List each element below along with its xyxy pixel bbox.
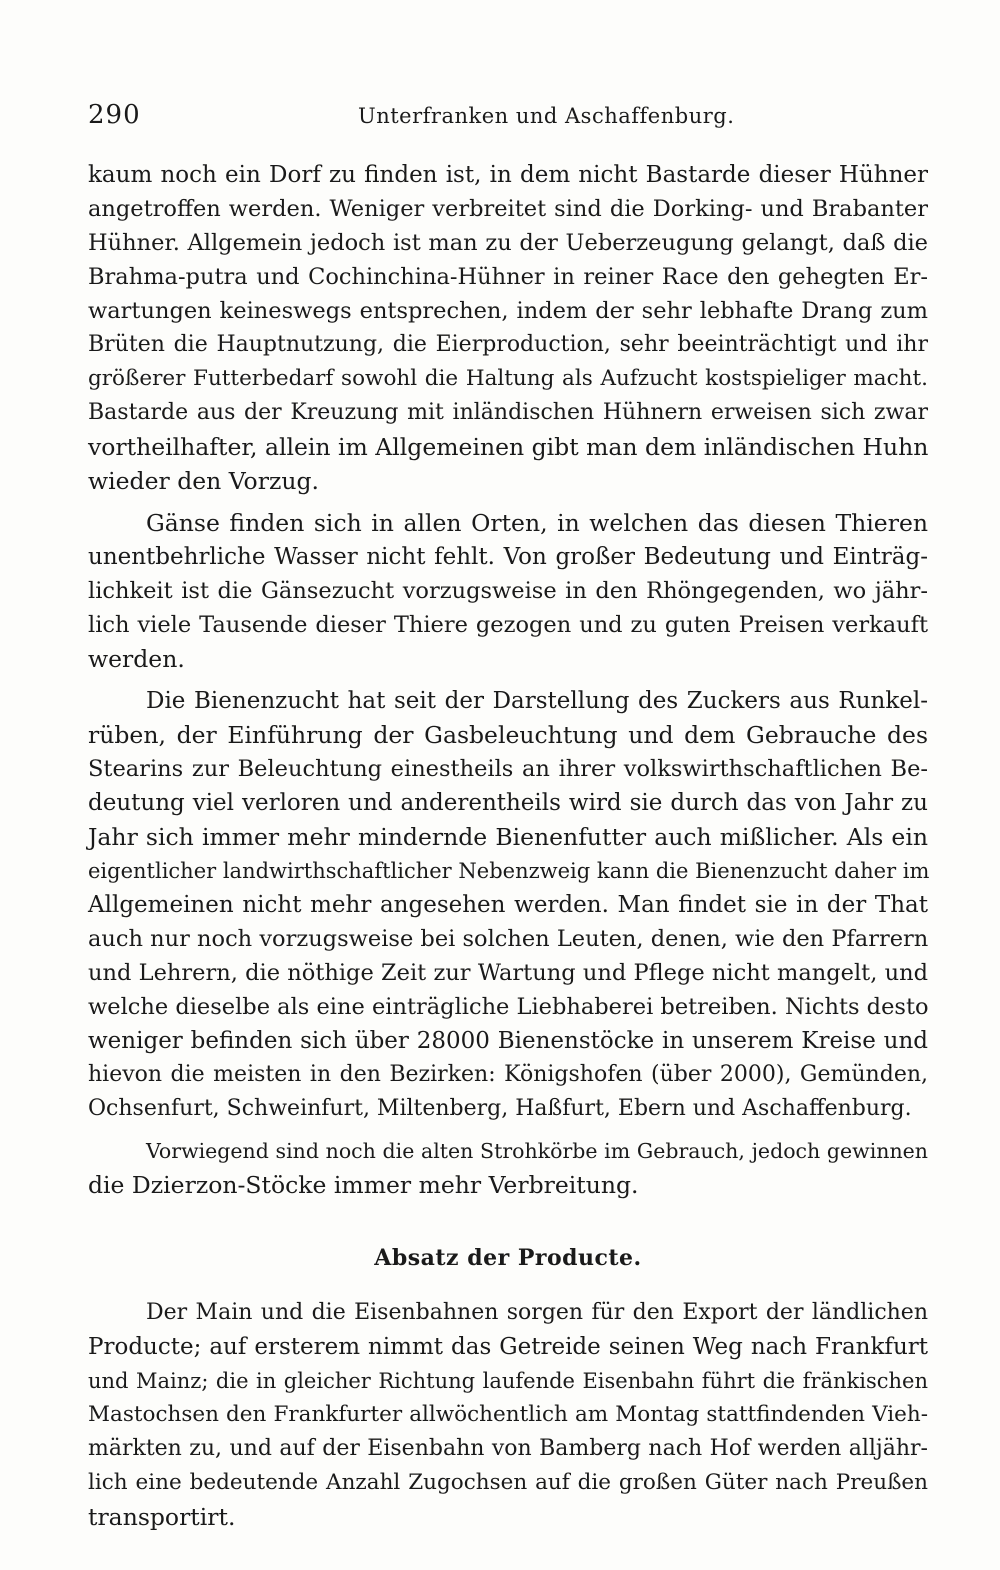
text-line: vortheilhafter, allein im Allgemeinen gibt man dem inländischen Huhn [88, 433, 929, 461]
running-title: Unterfranken und Aschaffenburg. [358, 104, 735, 128]
text-line: welche dieselbe als eine einträgliche Liebhaberei betreiben. Nichts desto [88, 994, 929, 1020]
text-line: Die Bienenzucht hat seit der Darstellung des Zuckers aus Runkel- [146, 688, 928, 714]
text-line: Vorwiegend sind noch die alten Strohkörbe im Gebrauch, jedoch gewinnen [146, 1139, 928, 1163]
text-line: Jahr sich immer mehr mindernde Bienenfutter auch mißlicher. Als ein [88, 823, 928, 851]
text-line: hievon die meisten in den Bezirken: Königshofen (über 2000), Gemünden, [88, 1062, 928, 1087]
text-line: Allgemeinen nicht mehr angesehen werden. Man findet sie in der That [88, 892, 928, 918]
text-line: und Lehrern, die nöthige Zeit zur Wartung und Pflege nicht mangelt, und [88, 960, 928, 986]
text-line: Hühner. Allgemein jedoch ist man zu der Ueberzeugung gelangt, daß die [88, 230, 928, 256]
text-line: Mastochsen den Frankfurter allwöchentlich am Montag stattfindenden Vieh- [88, 1402, 928, 1427]
text-line: transportirt. [88, 1503, 236, 1531]
text-line: Brahma-putra und Cochinchina-Hühner in reiner Race den gehegten Er- [88, 264, 928, 290]
text-line: weniger befinden sich über 28000 Bienenstöcke in unserem Kreise und [88, 1028, 928, 1054]
text-line: kaum noch ein Dorf zu finden ist, in dem nicht Bastarde dieser Hühner [88, 162, 928, 188]
text-line: lichkeit ist die Gänsezucht vorzugsweise in den Rhöngegenden, wo jähr- [88, 578, 928, 604]
text-line: lich viele Tausende dieser Thiere gezogen und zu guten Preisen verkauft [88, 612, 928, 638]
text-line: Stearins zur Beleuchtung einestheils an ihrer volkswirthschaftlichen Be- [88, 756, 928, 782]
text-line: deutung viel verloren und anderentheils wird sie durch das von Jahr zu [88, 790, 928, 816]
text-line: angetroffen werden. Weniger verbreitet sind die Dorking- und Brabanter [88, 196, 928, 222]
text-line: Ochsenfurt, Schweinfurt, Miltenberg, Haßfurt, Ebern und Aschaffenburg. [88, 1096, 912, 1121]
text-line: lich eine bedeutende Anzahl Zugochsen auf die großen Güter nach Preußen [88, 1470, 928, 1495]
text-line: Gänse finden sich in allen Orten, in welchen das diesen Thieren [146, 509, 928, 537]
text-line: Bastarde aus der Kreuzung mit inländischen Hühnern erweisen sich zwar [88, 400, 928, 425]
text-line: die Dzierzon-Stöcke immer mehr Verbreitung. [88, 1171, 639, 1199]
text-line: auch nur noch vorzugsweise bei solchen Leuten, denen, wie den Pfarrern [88, 926, 929, 952]
text-line: rüben, der Einführung der Gasbeleuchtung und dem Gebrauche des [88, 721, 928, 749]
text-line: wieder den Vorzug. [88, 467, 319, 495]
text-line: märkten zu, und auf der Eisenbahn von Bamberg nach Hof werden alljähr- [88, 1436, 928, 1461]
text-line: Brüten die Hauptnutzung, die Eierproduction, sehr beeinträchtigt und ihr [88, 332, 928, 357]
text-line: wartungen keineswegs entsprechen, indem der sehr lebhafte Drang zum [88, 298, 928, 324]
section-heading: Absatz der Producte. [374, 1245, 642, 1271]
text-line: Der Main und die Eisenbahnen sorgen für den Export der ländlichen [146, 1300, 928, 1325]
page-number: 290 [88, 100, 141, 130]
text-line: Producte; auf ersterem nimmt das Getreide seinen Weg nach Frankfurt [88, 1334, 928, 1360]
page-header [88, 100, 928, 136]
text-line: größerer Futterbedarf sowohl die Haltung als Aufzucht kostspieliger macht. [88, 366, 928, 391]
text-line: und Mainz; die in gleicher Richtung laufende Eisenbahn führt die fränkischen [88, 1369, 928, 1393]
text-line: unentbehrliche Wasser nicht fehlt. Von großer Bedeutung und Einträg- [88, 544, 928, 570]
text-line: eigentlicher landwirthschaftlicher Nebenzweig kann die Bienenzucht daher im [88, 859, 930, 883]
text-line: werden. [88, 645, 185, 673]
